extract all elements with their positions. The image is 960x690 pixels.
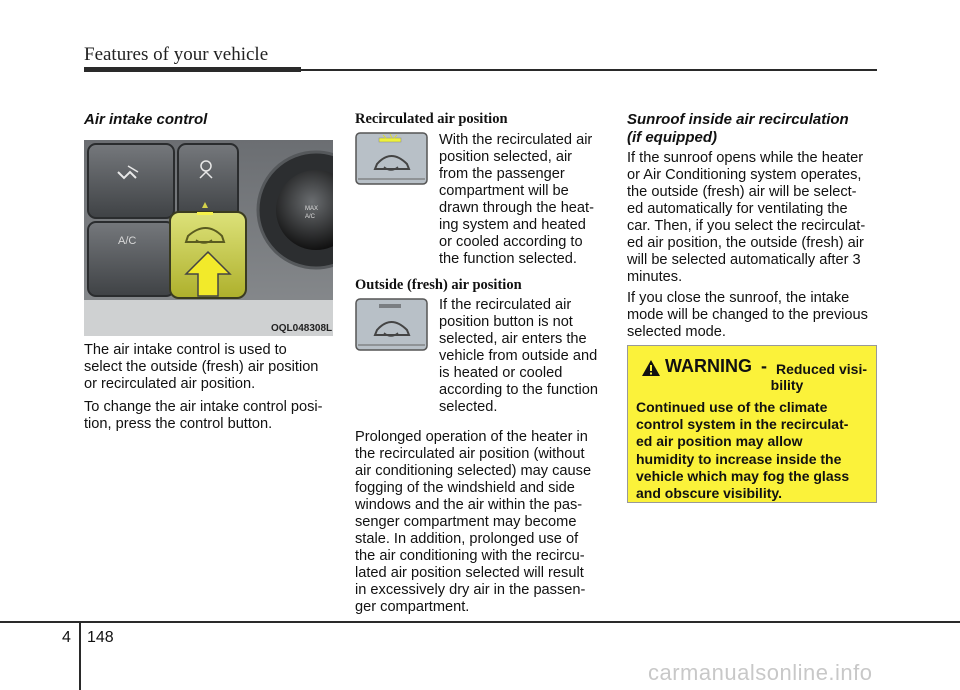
left-paragraph-2: To change the air intake control posi- tion, press the control button. bbox=[84, 399, 323, 432]
right-paragraph-2: If you close the sunroof, the intake mode will be changed to the previous selected mode. bbox=[627, 290, 868, 340]
recirculated-air-title: Recirculated air position bbox=[355, 111, 508, 127]
section-title-sunroof: Sunroof inside air recirculation (if equipped) bbox=[627, 111, 849, 146]
warning-word: WARNING bbox=[664, 356, 752, 376]
outside-air-description: If the recirculated air position button is not selected, air enters the vehicle from outside and is heated or cooled according to the function selected. bbox=[439, 297, 599, 415]
warning-box bbox=[627, 345, 877, 503]
footer-divider bbox=[79, 621, 81, 690]
footer-rule bbox=[0, 621, 960, 623]
warning-triangle-icon bbox=[641, 359, 661, 377]
photo-max-ac-label: A/C bbox=[305, 214, 316, 220]
recirculated-air-description: With the recirculated air position selected, air from the passenger compartment will be drawn through the heat- ing system and heated or cooled according to the function selected. bbox=[439, 132, 594, 267]
outside-air-button-image bbox=[355, 298, 428, 351]
header-rule-thick bbox=[84, 67, 301, 72]
watermark: carmanualsonline.info bbox=[648, 660, 873, 685]
section-title-air-intake: Air intake control bbox=[84, 111, 208, 128]
left-paragraph-1: The air intake control is used to select the outside (fresh) air position or recirculated air position. bbox=[84, 342, 319, 392]
warning-dash: - bbox=[755, 356, 772, 376]
warning-subtitle-2: bility bbox=[770, 377, 804, 393]
page-number: 148 bbox=[87, 629, 114, 646]
header-title: Features of your vehicle bbox=[84, 44, 269, 65]
chapter-number: 4 bbox=[62, 629, 71, 646]
warning-subtitle-1: Reduced visi- bbox=[775, 361, 868, 377]
warning-header bbox=[640, 356, 868, 393]
prolonged-operation-paragraph: Prolonged operation of the heater in the recirculated air position (without air conditioning selected) may cause fogging of the windshield and side windows and the air within the pas- senger compartment may become stale. In addition, prolonged use of the air conditioning with the recircu- lated air position selected will result in excessively dry air in the passen- ger compartment. bbox=[355, 429, 592, 615]
photo-max-label: MAX bbox=[305, 206, 319, 212]
photo-ac-label: A/C bbox=[118, 235, 137, 247]
warning-body: Continued use of the climate control system in the recirculat- ed air position may allow humidity to increase inside the vehicle which may fog the glass and obscure visibility. bbox=[636, 399, 850, 502]
climate-control-photo bbox=[84, 140, 333, 336]
right-paragraph-1: If the sunroof opens while the heater or Air Conditioning system operates, the outside (fresh) air will be select- ed automatically for ventilating the car. Then, if you select the recirculat- ed air position, the outside (fresh) air will be selected automatically after 3 minutes. bbox=[627, 150, 866, 285]
photo-caption: OQL048308L bbox=[271, 323, 333, 334]
recirculated-air-button-image bbox=[355, 132, 428, 185]
header-rule-thin bbox=[301, 69, 877, 71]
outside-air-title: Outside (fresh) air position bbox=[355, 277, 522, 293]
